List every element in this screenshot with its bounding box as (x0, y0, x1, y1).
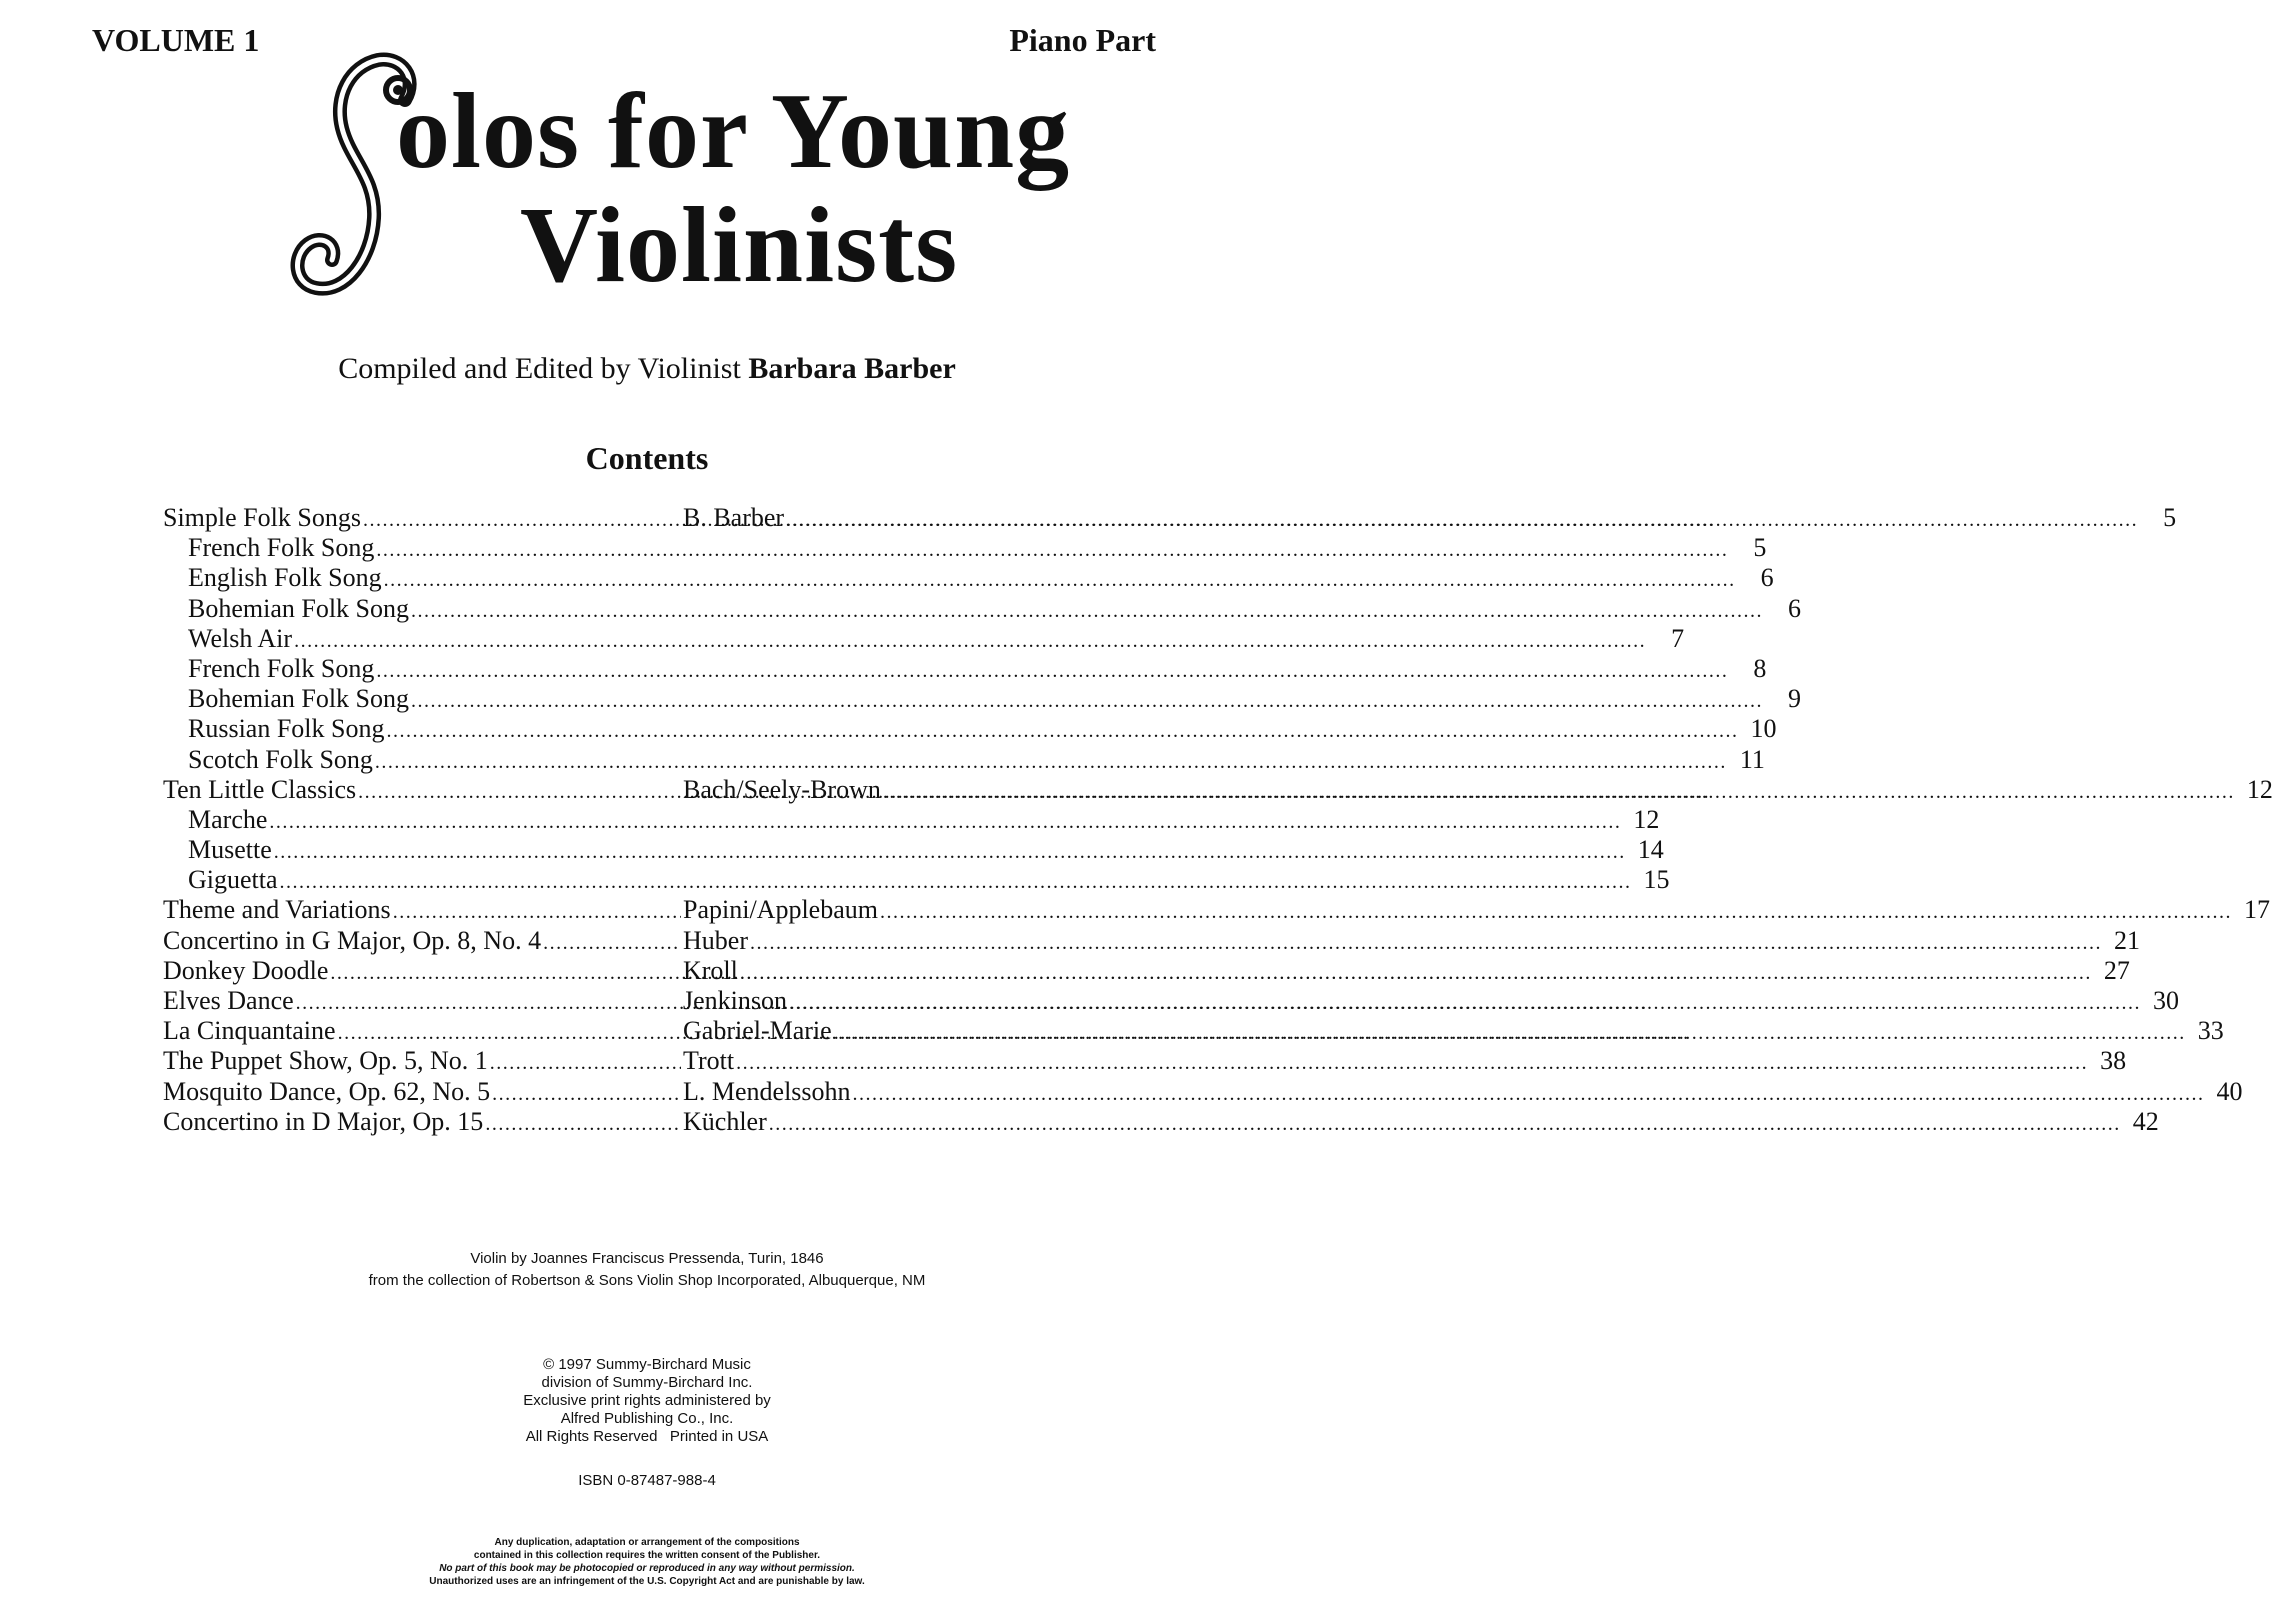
toc-leader-dots (750, 932, 2102, 955)
toc-row (163, 865, 1670, 895)
toc-row (163, 744, 1765, 775)
toc-row (163, 1016, 2224, 1046)
toc-title-column (163, 956, 683, 986)
toc-page: 7 (1671, 623, 1685, 653)
toc-leader-dots (492, 1083, 681, 1106)
toc-row (163, 623, 1685, 654)
toc-composer-column (683, 895, 2270, 925)
toc-title: English Folk Song (188, 563, 382, 593)
toc-leader-dots (274, 841, 1626, 864)
toc-leader-dots (280, 871, 1632, 894)
toc-composer-column (683, 926, 2140, 956)
toc-composer-column (683, 1077, 2243, 1107)
toc-title: Giguetta (188, 865, 278, 895)
toc-title: Bohemian Folk Song (188, 593, 410, 623)
copyright-line: Alfred Publishing Co., Inc. (560, 1410, 734, 1427)
toc-leader-dots (880, 901, 2232, 924)
toc-leader-dots (740, 962, 2092, 985)
toc-composer-column (683, 775, 2273, 805)
copyright-line: All Rights Reserved Printed in USA (525, 1428, 769, 1445)
toc-title-column (163, 503, 683, 533)
violin-credit-line: from the collection of Robertson & Sons Violin Shop Incorporated, Albuquerque, NM (368, 1272, 926, 1289)
legal-line: contained in this collection requires the written consent of the Publisher. (473, 1550, 821, 1561)
toc-composer: L. Mendelssohn (683, 1076, 851, 1106)
toc-composer: Huber (683, 925, 748, 955)
toc-row (163, 925, 2140, 956)
toc-title: Donkey Doodle (163, 955, 329, 985)
credit-prefix: Compiled and Edited by Violinist (338, 352, 741, 385)
toc-row (163, 835, 1664, 865)
toc-page: 10 (1750, 714, 1777, 744)
toc-title: Russian Folk Song (188, 714, 385, 744)
toc-page: 12 (1633, 804, 1660, 834)
toc-page: 6 (1788, 593, 1802, 623)
toc-page: 38 (2100, 1046, 2127, 1076)
toc-composer: B. Barber (683, 503, 785, 532)
toc-leader-dots (387, 720, 1739, 743)
toc-leader-dots (853, 1083, 2205, 1106)
toc-page: 33 (2197, 1016, 2224, 1046)
toc-row (163, 1076, 2243, 1107)
toc-page: 11 (1739, 744, 1765, 774)
toc-row (163, 593, 1802, 624)
copyright-line: Exclusive print rights administered by (523, 1392, 771, 1409)
table-of-contents (163, 503, 2273, 1137)
toc-page: 15 (1643, 865, 1670, 895)
toc-composer: Papini/Applebaum (683, 895, 878, 925)
toc-composer: Gabriel-Marie (683, 1016, 832, 1046)
toc-page: 14 (1637, 835, 1664, 865)
toc-title: Scotch Folk Song (188, 744, 373, 774)
toc-leader-dots (294, 630, 1646, 653)
toc-composer-column (683, 986, 2179, 1016)
toc-leader-dots (393, 901, 681, 924)
toc-title: French Folk Song (188, 653, 375, 683)
toc-title: Welsh Air (188, 623, 293, 653)
toc-row (163, 955, 2130, 986)
toc-title: Musette (188, 835, 272, 865)
toc-page: 12 (2246, 774, 2273, 804)
toc-leader-dots (543, 932, 681, 955)
piano-part-label: Piano Part (1009, 22, 1156, 58)
toc-row (163, 804, 1660, 835)
toc-leader-dots (485, 1113, 681, 1136)
toc-row (163, 1106, 2159, 1137)
toc-row (163, 986, 2179, 1016)
toc-composer-column (683, 1016, 2224, 1046)
legal-notice (0, 1536, 1294, 1588)
toc-leader-dots (376, 539, 1728, 562)
toc-row (163, 533, 1767, 563)
toc-page: 27 (2103, 955, 2130, 985)
toc-composer: Trott (683, 1046, 735, 1076)
toc-title: French Folk Song (188, 533, 375, 563)
toc-title: Concertino in D Major, Op. 15 (163, 1106, 484, 1136)
toc-title-column (163, 895, 683, 925)
toc-composer: Küchler (683, 1106, 767, 1136)
toc-title-column (163, 1107, 683, 1137)
toc-row (163, 1046, 2127, 1076)
toc-title: Bohemian Folk Song (188, 684, 410, 714)
contents-heading: Contents (585, 440, 709, 476)
violin-credit-line: Violin by Joannes Franciscus Pressenda, Turin, 1846 (470, 1250, 824, 1267)
toc-row (163, 563, 1774, 593)
toc-composer: Kroll (683, 955, 738, 985)
toc-leader-dots (834, 1022, 2186, 1045)
toc-title: The Puppet Show, Op. 5, No. 1 (163, 1046, 488, 1076)
toc-leader-dots (411, 690, 1763, 713)
toc-page: 5 (1753, 533, 1767, 563)
toc-page: 5 (2163, 503, 2177, 532)
toc-leader-dots (789, 992, 2141, 1015)
toc-leader-dots (736, 1052, 2088, 1075)
toc-title-column (163, 986, 683, 1016)
toc-leader-dots (376, 660, 1728, 683)
toc-title-column (163, 1046, 683, 1076)
toc-title: Elves Dance (163, 986, 294, 1015)
copyright-block (0, 1356, 1294, 1446)
toc-title-column (163, 1016, 683, 1046)
volume-label: VOLUME 1 (92, 22, 260, 58)
toc-title-column (163, 926, 683, 956)
toc-page: 6 (1760, 563, 1774, 593)
toc-title: La Cinquantaine (163, 1016, 336, 1046)
editor-credit (0, 352, 1294, 386)
toc-title: Ten Little Classics (163, 774, 357, 804)
toc-page: 40 (2216, 1076, 2243, 1106)
toc-leader-dots (883, 781, 2235, 804)
toc-leader-dots (490, 1052, 681, 1075)
toc-composer-column (683, 1046, 2126, 1076)
toc-row (163, 895, 2270, 925)
legal-line: Unauthorized uses are an infringement of the U.S. Copyright Act and are punishable by law. (429, 1576, 865, 1587)
isbn: ISBN 0-87487-988-4 (578, 1472, 716, 1489)
toc-row (163, 503, 2177, 533)
toc-title: Theme and Variations (163, 895, 391, 925)
toc-page: 42 (2132, 1106, 2159, 1136)
toc-title: Simple Folk Songs (163, 503, 361, 532)
legal-line: Any duplication, adaptation or arrangement of the compositions (494, 1537, 800, 1548)
toc-page: 21 (2113, 925, 2140, 955)
toc-composer: Jenkinson (683, 986, 787, 1015)
toc-row (163, 774, 2273, 805)
title-line-2: Violinists (520, 186, 959, 305)
toc-page: 30 (2153, 986, 2179, 1015)
toc-leader-dots (269, 811, 1621, 834)
toc-row (163, 714, 1777, 744)
toc-composer-column (683, 1107, 2159, 1137)
toc-page: 9 (1788, 684, 1802, 714)
toc-title-column (163, 775, 683, 805)
legal-line: No part of this book may be photocopied or reproduced in any way without permission. (439, 1563, 855, 1574)
toc-composer-column (683, 956, 2130, 986)
copyright-line: division of Summy-Birchard Inc. (541, 1374, 753, 1391)
toc-page: 8 (1753, 653, 1767, 683)
toc-leader-dots (786, 509, 2138, 532)
toc-title: Concertino in G Major, Op. 8, No. 4 (163, 925, 542, 955)
toc-composer: Bach/Seely-Brown (683, 774, 881, 804)
toc-leader-dots (375, 751, 1727, 774)
toc-title-column (163, 1077, 683, 1107)
toc-row (163, 653, 1767, 684)
title-line-1: olos for Young (396, 72, 1071, 191)
toc-page: 17 (2243, 895, 2270, 925)
toc-row (163, 684, 1802, 714)
violin-credit (0, 1248, 1294, 1292)
toc-title: Mosquito Dance, Op. 62, No. 5 (163, 1076, 491, 1106)
copyright-line: © 1997 Summy-Birchard Music (543, 1356, 751, 1373)
toc-composer-column (683, 503, 2176, 533)
toc-leader-dots (384, 569, 1736, 592)
toc-title: Marche (188, 804, 268, 834)
editor-name: Barbara Barber (748, 352, 956, 385)
toc-leader-dots (769, 1113, 2121, 1136)
toc-leader-dots (411, 600, 1763, 623)
